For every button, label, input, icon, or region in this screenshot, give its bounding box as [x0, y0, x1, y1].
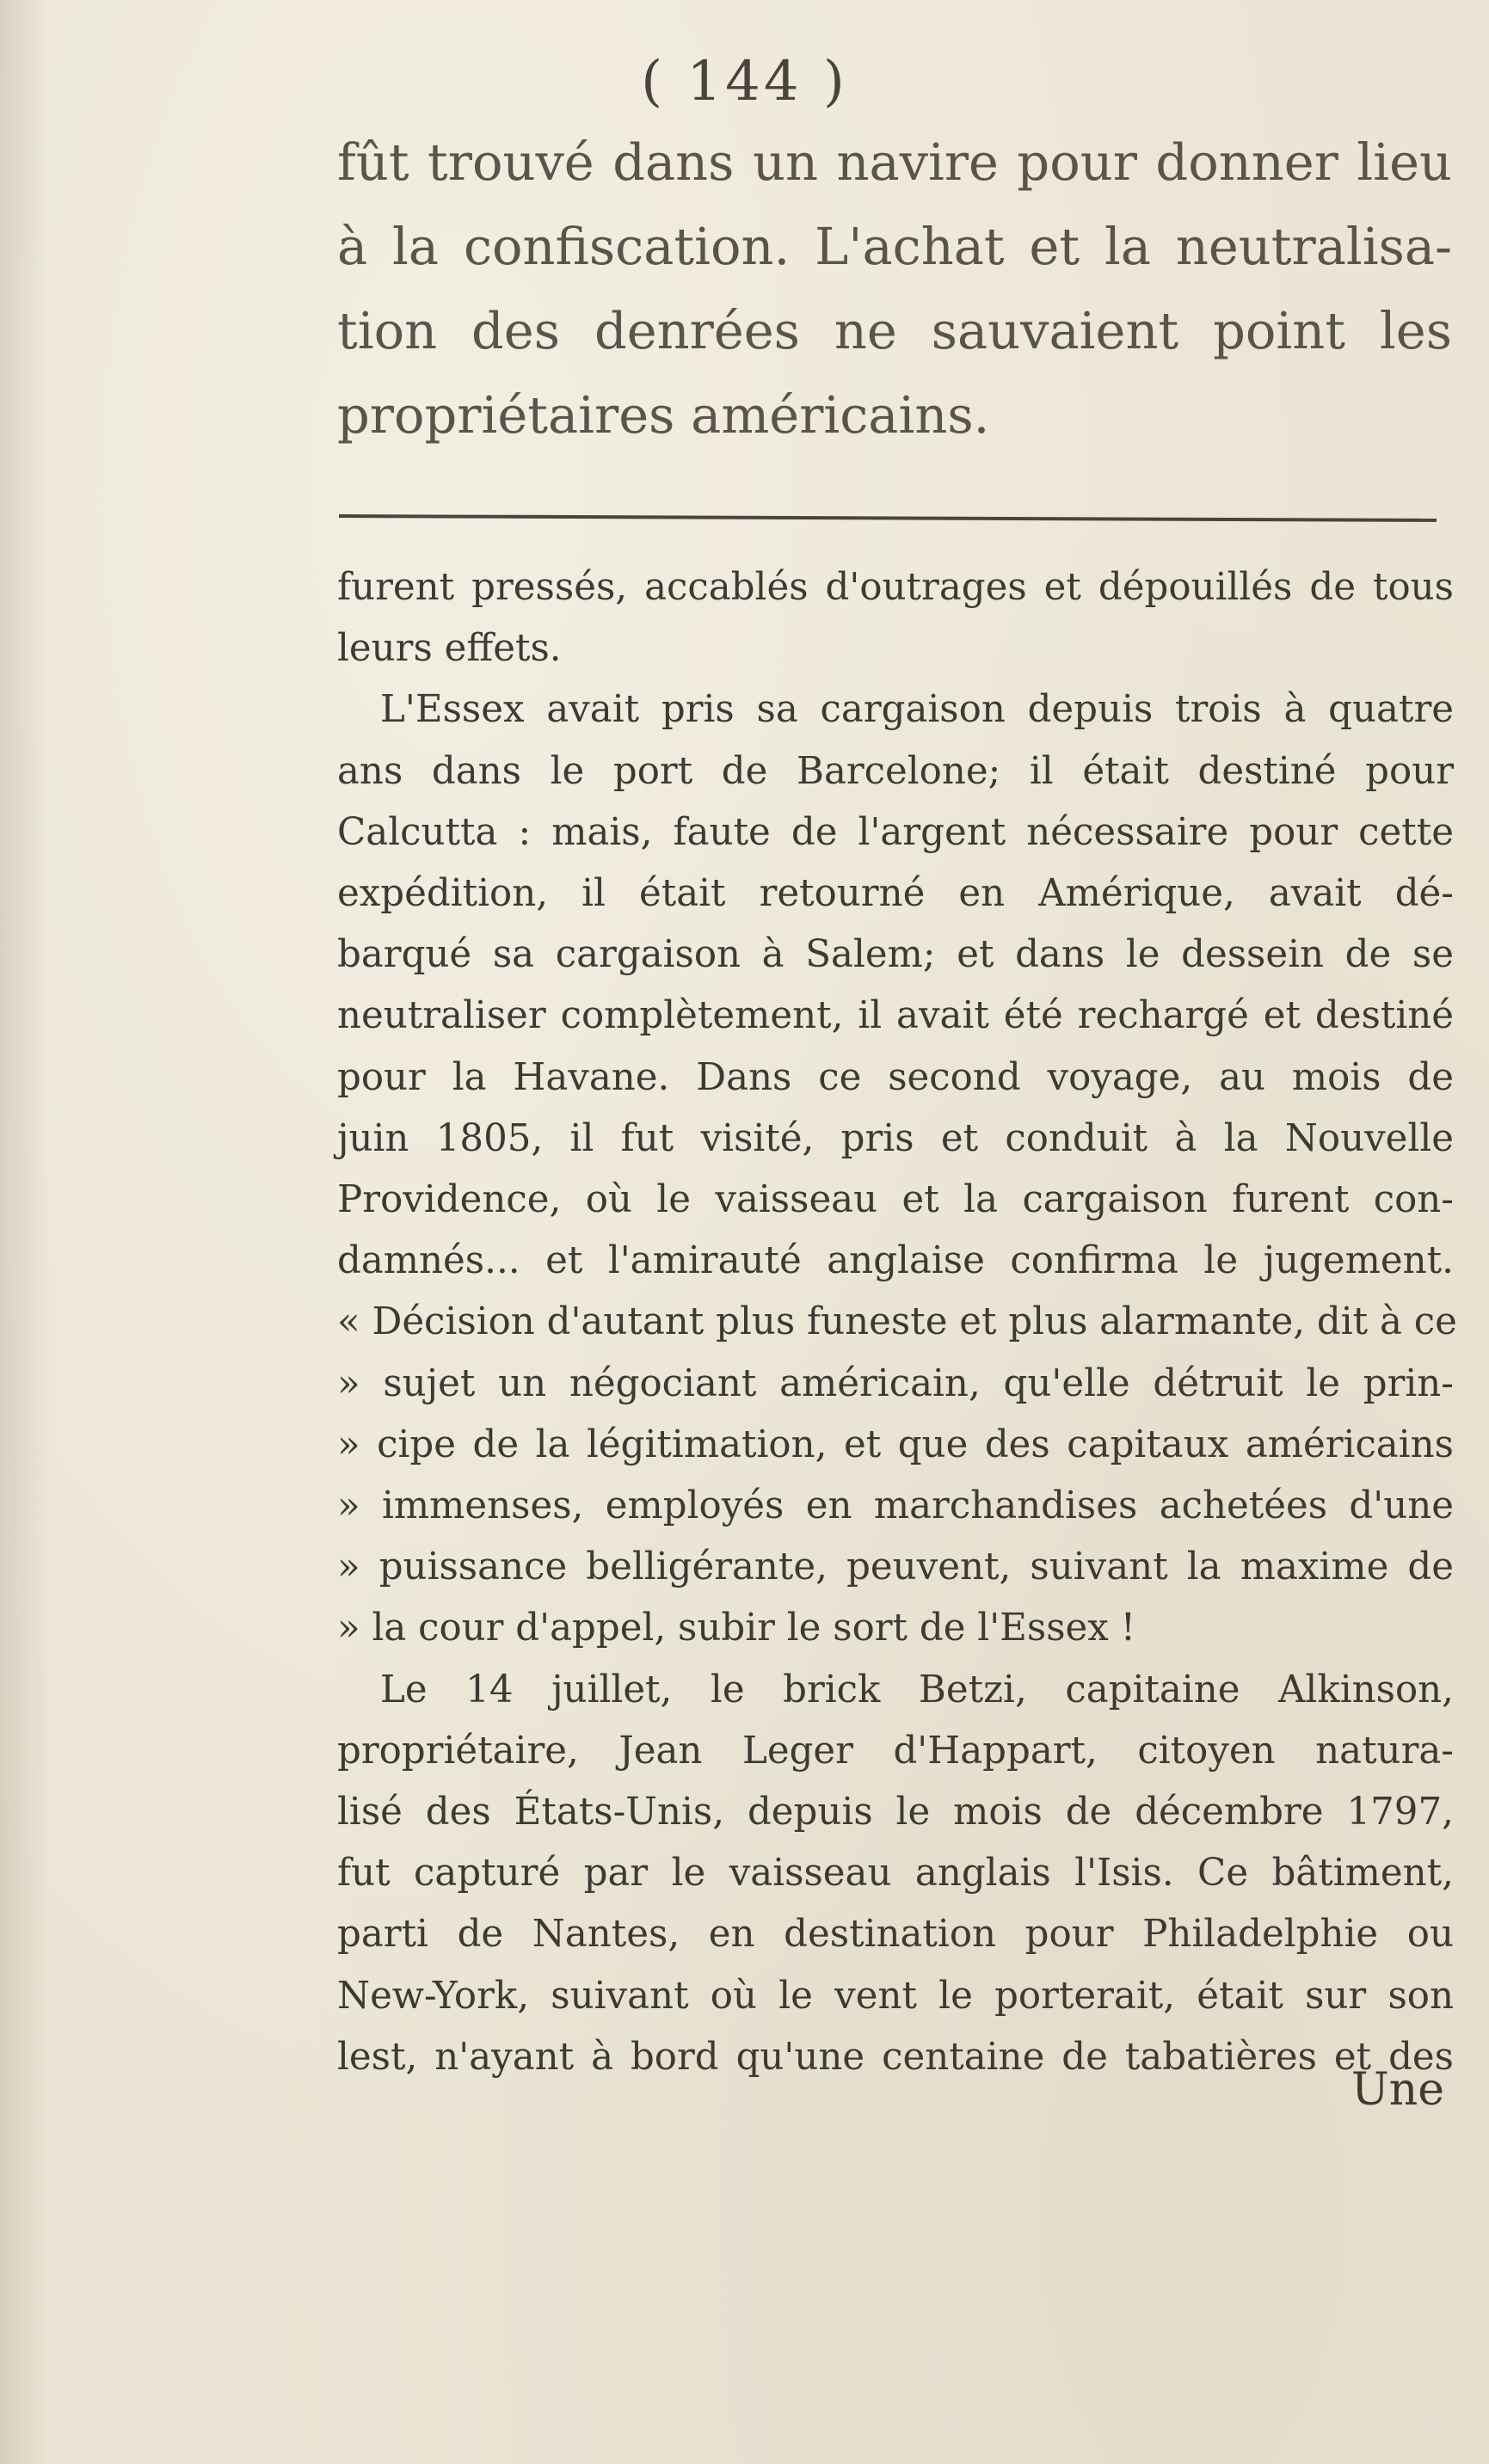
footnote-line: » sujet un négociant américain, qu'elle détruit le prin-: [337, 1361, 1454, 1405]
footnote-line: propriétaire, Jean Leger d'Happart, citoyen natura-: [337, 1729, 1454, 1773]
footnote-separator-rule: [339, 514, 1437, 522]
footnote-line: » puissance belligérante, peuvent, suivant la maxime de: [337, 1545, 1454, 1589]
footnote-line: expédition, il était retourné en Amérique, avait dé-: [337, 872, 1454, 916]
main-text-block: [337, 120, 1455, 458]
main-text-line: à la confiscation. L'achat et la neutralisa-: [337, 217, 1452, 276]
footnote-line: pour la Havane. Dans ce second voyage, au mois de: [337, 1055, 1454, 1099]
footnote-line: « Décision d'autant plus funeste et plus alarmante, dit à ce: [337, 1300, 1457, 1344]
footnote-line: neutraliser complètement, il avait été rechargé et destiné: [337, 994, 1454, 1038]
footnote-line: Calcutta : mais, faute de l'argent nécessaire pour cette: [337, 810, 1454, 854]
footnote-line: Le 14 juillet, le brick Betzi, capitaine Alkinson,: [380, 1668, 1454, 1711]
page-number: ( 144 ): [641, 50, 848, 114]
footnote-line: lisé des États-Unis, depuis le mois de décembre 1797,: [337, 1791, 1454, 1834]
footnote-line: New-York, suivant où le vent le porterait, était sur son: [337, 1974, 1454, 2018]
catchword: Une: [1351, 2064, 1444, 2116]
footnote-line: leurs effets.: [337, 627, 562, 671]
footnote-line: fut capturé par le vaisseau anglais l'Isis. Ce bâtiment,: [337, 1852, 1454, 1896]
main-text-line: tion des denrées ne sauvaient point les: [337, 301, 1452, 360]
footnote-text-block: [337, 557, 1455, 2088]
page-gutter-shadow: [0, 0, 52, 2464]
footnote-line: ans dans le port de Barcelone; il était destiné pour: [337, 749, 1454, 793]
footnote-line: » immenses, employés en marchandises achetées d'une: [337, 1484, 1454, 1528]
footnote-line: juin 1805, il fut visité, pris et conduit à la Nouvelle: [337, 1116, 1454, 1160]
footnote-line: lest, n'ayant à bord qu'une centaine de tabatières et des: [337, 2035, 1454, 2079]
footnote-line: L'Essex avait pris sa cargaison depuis trois à quatre: [380, 688, 1454, 732]
main-text-line: propriétaires américains.: [337, 385, 990, 445]
footnote-line: » cipe de la légitimation, et que des capitaux américains: [337, 1422, 1454, 1466]
footnote-line: parti de Nantes, en destination pour Philadelphie ou: [337, 1913, 1454, 1957]
footnote-line: Providence, où le vaisseau et la cargaison furent con-: [337, 1178, 1454, 1222]
footnote-line: » la cour d'appel, subir le sort de l'Essex !: [337, 1607, 1136, 1650]
footnote-line: damnés... et l'amirauté anglaise confirma le jugement.: [337, 1239, 1454, 1283]
main-text-line: fût trouvé dans un navire pour donner lieu: [337, 132, 1452, 192]
footnote-line: furent pressés, accablés d'outrages et dépouillés de tous: [337, 566, 1454, 609]
footnote-line: barqué sa cargaison à Salem; et dans le dessein de se: [337, 933, 1454, 977]
